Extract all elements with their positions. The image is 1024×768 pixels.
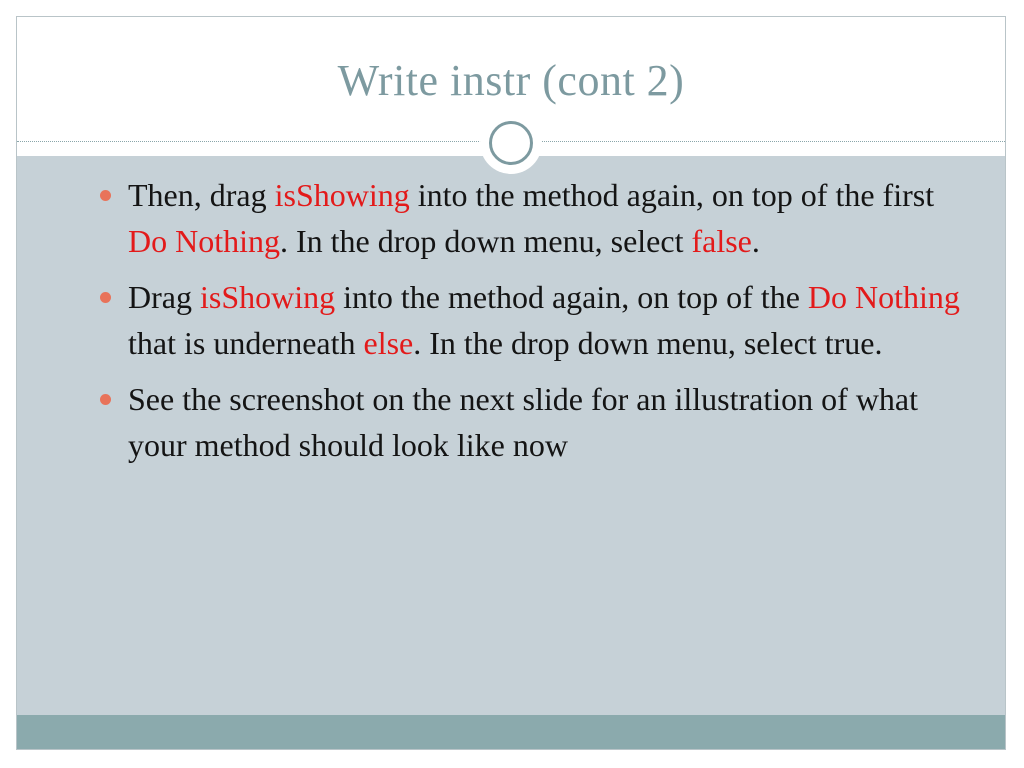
highlight-term: isShowing [199,279,336,315]
highlight-term: else [363,325,414,361]
highlight-term: isShowing [274,177,410,213]
bullet-item [96,274,976,366]
round-bullet-icon [100,394,111,405]
bullet-item [96,172,976,264]
bullet-text: Then, drag isShowing into the method again, on top of the first Do Nothing. In the drop down menu, select false. [128,177,935,259]
bullet-text: Drag isShowing into the method again, on top of the Do Nothing that is underneath else. In the drop down menu, select true. [128,279,960,361]
circle-ring-inner [489,121,533,165]
highlight-term: Do Nothing [128,223,280,259]
round-bullet-icon [100,190,111,201]
bullet-list [96,172,976,478]
bullet-item [96,376,976,468]
bullet-text: See the screenshot on the next slide for an illustration of what your method should look like now [128,381,919,463]
slide-title: Write instr (cont 2) [337,56,685,105]
footer-band [17,715,1005,749]
round-bullet-icon [100,292,111,303]
circle-ring-icon [480,112,542,174]
highlight-term: false [691,223,752,259]
highlight-term: Do Nothing [807,279,960,315]
